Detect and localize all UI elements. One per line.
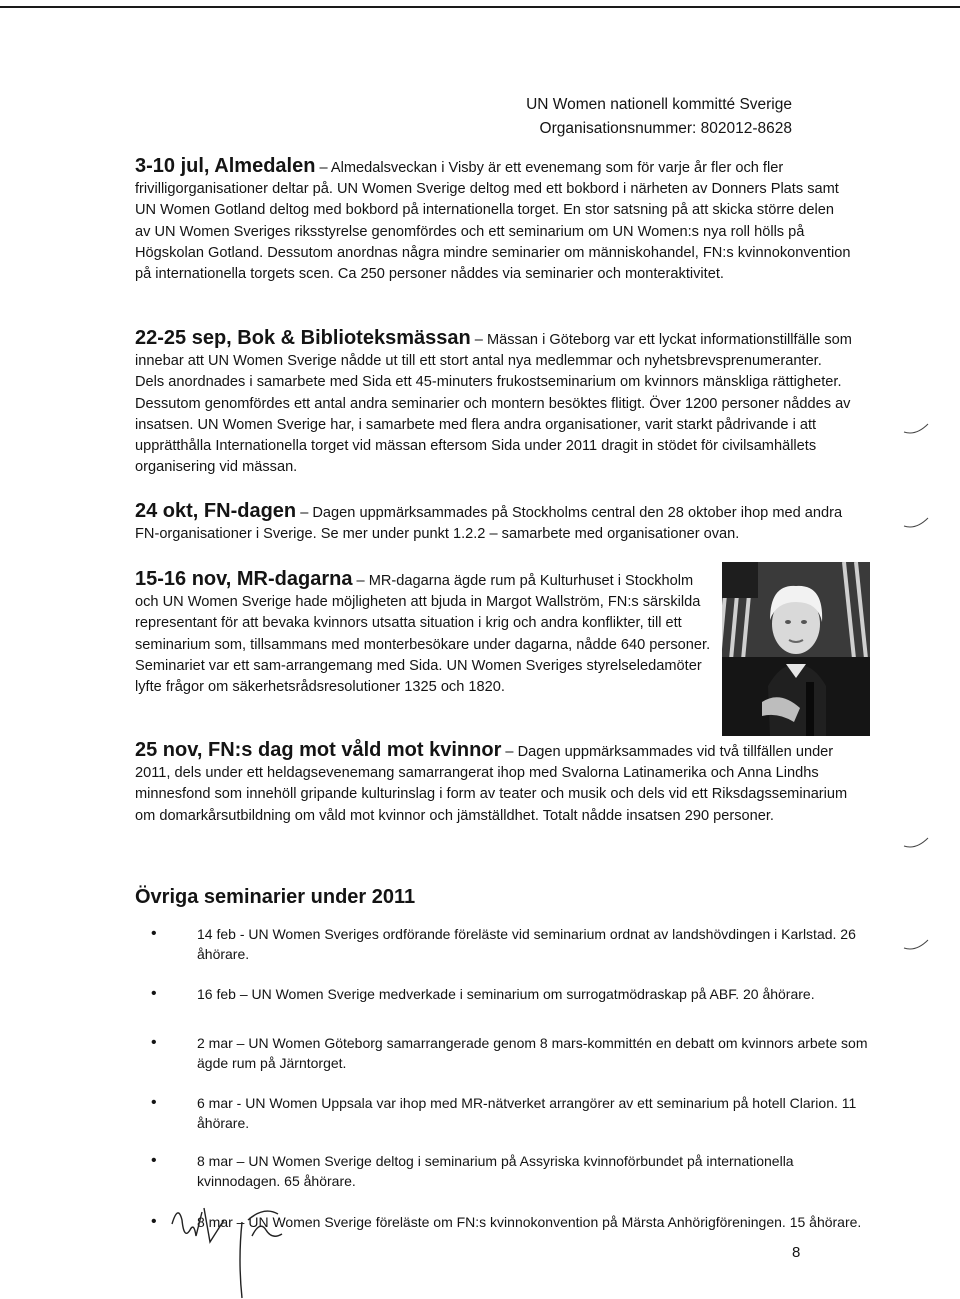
list-item: • 8 mar – UN Women Sverige deltog i seminarium på Assyriska kvinnoförbundet på internationella kvinnodagen. 65 åhörare. <box>135 1151 875 1212</box>
dash: – <box>505 744 514 760</box>
page-number: 8 <box>792 1244 801 1261</box>
section-body: Almedalsveckan i Visby är ett evenemang som för varje år fler och fler frivilligorganisationer deltar på. UN Women Sverige deltog med ett bokbord i närheten av Donners Plats samt UN Women Gotland deltog med bokbord på internationella torget. En stor satsning på att skicka större delen av UN Women Sveriges riksstyrelse genomfördes och ett seminarium om UN Women:s nya roll hölls på Högskolan Gotland. Dessutom anordnas några mindre seminarier om människohandel, FN:s kvinnokonvention på internationella torgets scen. Ca 250 personer nåddes via seminarier och monteraktivitet. <box>135 160 851 283</box>
section-fns-dag <box>135 740 853 827</box>
section-title: 22-25 sep, Bok & Biblioteksmässan <box>135 327 471 349</box>
seminar-list <box>135 924 875 1232</box>
section-almedalen <box>135 156 853 285</box>
list-item: • 6 mar - UN Women Uppsala var ihop med MR-nätverket arrangörer av ett seminarium på hotell Clarion. 11 åhörare. <box>135 1093 875 1151</box>
dash: – <box>474 332 483 348</box>
dash: – <box>356 573 365 589</box>
speaker-photo <box>722 562 870 736</box>
section-title: 3-10 jul, Almedalen <box>135 155 316 177</box>
dash: – <box>300 505 309 521</box>
handwritten-initials <box>168 1200 298 1299</box>
org-name: UN Women nationell kommitté Sverige <box>526 96 792 113</box>
section-body: Dagen uppmärksammades på Stockholms central den 28 oktober ihop med andra FN-organisationer i Sverige. Se mer under punkt 1.2.2 – samarbete med organisationer ovan. <box>135 505 843 543</box>
margin-tick <box>902 832 930 854</box>
margin-tick <box>902 418 930 440</box>
section-mr-dagarna <box>135 569 717 698</box>
top-rule <box>0 6 960 8</box>
section-body: Mässan i Göteborg var ett lyckat informationstillfälle som innebar att UN Women Sverige nådde ut till ett stort antal nya medlemmar och nyhetsbrevsprenumeranter. Dels anordnades i samarbete med Sida ett 45-minuters frukostseminarium om kvinnors mänskliga rättigheter. Dessutom genomfördes ett antal andra seminarier och montern besöktes flitigt. Över 1200 personer nåddes av insatsen. UN Women Sverige har, i samarbete med flera andra organisationer, varit starkt pådrivande i att upprätthålla Internationella torget vid mässan eftersom Sida under 2011 dragit in stödet för civilsamhällets organisering vid mässan. <box>135 332 852 476</box>
list-item: • 16 feb – UN Women Sverige medverkade i seminarium om surrogatmödraskap på ABF. 20 åhörare. <box>135 984 875 1033</box>
section-title: 25 nov, FN:s dag mot våld mot kvinnor <box>135 739 502 761</box>
dash: – <box>319 160 328 176</box>
list-item: • 8 mar – UN Women Sverige föreläste om FN:s kvinnokonvention på Märsta Anhörigföreningen. 15 åhörare. <box>135 1212 875 1232</box>
margin-tick <box>902 934 930 956</box>
section-body: MR-dagarna ägde rum på Kulturhuset i Stockholm och UN Women Sverige hade möjligheten att bjuda in Margot Wallström, FN:s särskilda representant för att bevaka kvinnors utsatta situation i krig och andra konflikter, till ett seminarium som, tillsammans med monterbesökare under dagarna, nådde 640 personer. Seminariet var ett sam-arrangemang med Sida. UN Women Sveriges styrelseledamöter lyfte frågor om säkerhetsrådsresolutioner 1325 och 1820. <box>135 573 711 696</box>
document-header <box>526 93 792 141</box>
seminars-heading: Övriga seminarier under 2011 <box>135 886 416 908</box>
org-number: Organisationsnummer: 802012-8628 <box>539 120 792 137</box>
speaker-photo-image <box>722 562 870 736</box>
margin-tick <box>902 512 930 534</box>
section-bokmassan <box>135 328 853 478</box>
section-fn-dagen <box>135 501 853 545</box>
section-title: 15-16 nov, MR-dagarna <box>135 568 353 590</box>
list-item: • 2 mar – UN Women Göteborg samarrangerade genom 8 mars-kommittén en debatt om kvinnors arbete som ägde rum på Järntorget. <box>135 1033 875 1093</box>
section-body: Dagen uppmärksammades vid två tillfällen under 2011, dels under ett heldagsevenemang samarrangerat ihop med Svalorna Latinamerika och Anna Lindhs minnesfond som innehöll gripande kulturinslag i form av teater och musik och dels vid ett Riksdagsseminarium om domarkårsutbildning om våld mot kvinnor och jämställdhet. Totalt nådde insatsen 290 personer. <box>135 744 848 824</box>
list-item: • 14 feb - UN Women Sveriges ordförande föreläste vid seminarium ordnat av landshövdingen i Karlstad. 26 åhörare. <box>135 924 875 984</box>
section-title: 24 okt, FN-dagen <box>135 500 297 522</box>
